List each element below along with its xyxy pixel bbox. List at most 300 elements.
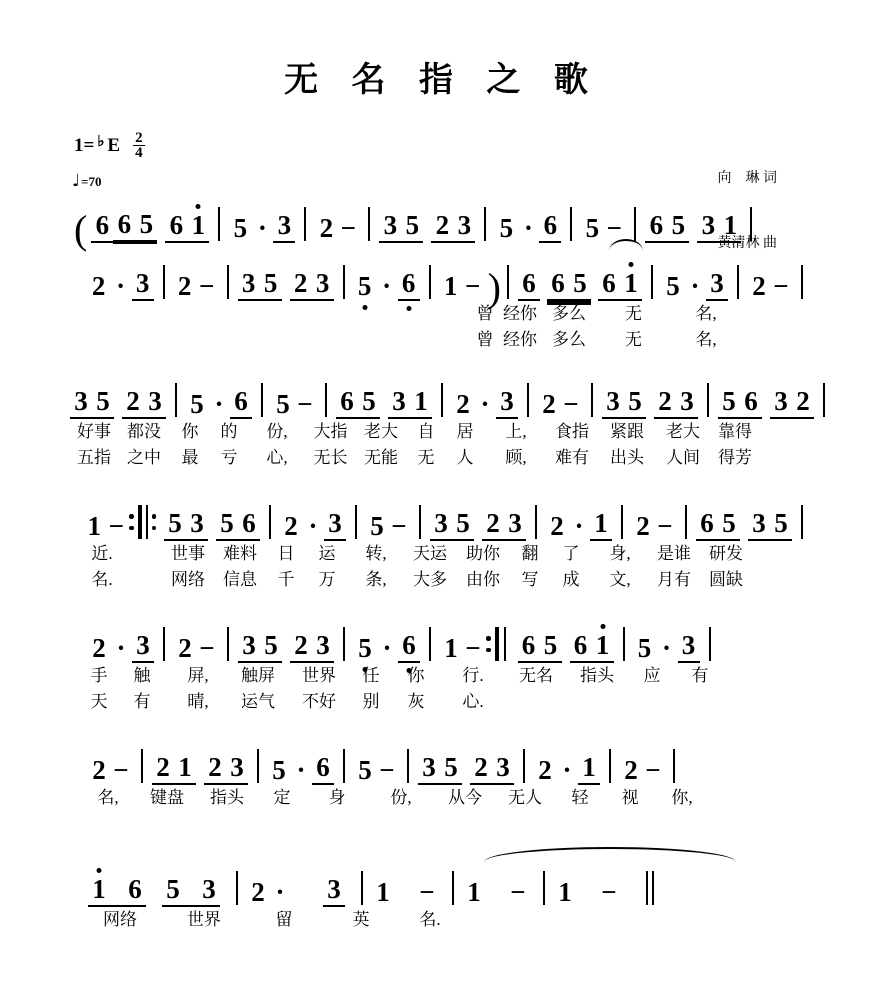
augmentation-dot: · [296, 755, 306, 785]
barline [218, 207, 220, 241]
note: 5 [722, 386, 736, 416]
measure-5-6 [518, 630, 614, 663]
system-2 [70, 249, 812, 353]
duration-dash: − [606, 213, 623, 243]
lyrics-block-4 [70, 541, 812, 593]
duration-dash: − [340, 213, 357, 243]
measure-2-8 [748, 271, 792, 301]
measure-1-6 [581, 213, 625, 243]
lyric-syllable: 好事 [77, 422, 111, 441]
note: 3 [678, 630, 700, 663]
repeat-dots-left [129, 505, 134, 539]
measure-4-4 [366, 511, 410, 541]
beam-group [482, 508, 526, 541]
measure-7-4 [463, 877, 529, 907]
beam-group [430, 508, 474, 541]
lyric-syllable: 有 [691, 666, 709, 685]
note: 2 [486, 508, 500, 538]
note: 1 [88, 874, 110, 904]
lyric-syllable: 世事 [171, 544, 205, 563]
lyric-syllable: 月有 [657, 570, 691, 589]
lyricist-credit: 向 琳 词 [717, 171, 777, 187]
lyric-syllable: 触 [133, 666, 151, 685]
duration-dash: − [563, 389, 579, 419]
lyric-syllable: 灰 [407, 692, 425, 711]
augmentation-dot: · [480, 389, 490, 419]
note: 3 [496, 752, 510, 782]
lyric-syllable: 多么 [552, 330, 586, 349]
lyric-syllable: 上, [505, 422, 527, 441]
note: 5 [276, 389, 290, 419]
duration-dash: − [601, 877, 617, 907]
lyric-verse-2 [70, 689, 812, 715]
lyric-syllable: 运 [318, 544, 336, 563]
lyric-syllable: 信息 [223, 570, 257, 589]
note: 5 [666, 271, 680, 301]
barline [535, 505, 537, 539]
lyric-syllable: 助你 [466, 544, 500, 563]
beam-group [470, 752, 514, 785]
augmentation-dot: · [562, 755, 572, 785]
lyric-syllable: 顾, [505, 448, 527, 467]
lyric-syllable: 天 [90, 692, 108, 711]
lyric-syllable: 无能 [364, 448, 398, 467]
note: 3 [316, 630, 330, 660]
note: 6 [128, 874, 142, 904]
note: 5 [499, 213, 514, 243]
octave-up-dot [196, 204, 201, 209]
measure-2-2 [174, 271, 218, 301]
note: 5 [190, 389, 204, 419]
lyric-syllable: 靠得 [718, 422, 752, 441]
lyric-syllable: 了 [562, 544, 580, 563]
lyrics-block-7 [70, 907, 812, 959]
lyric-syllable: 心, [266, 448, 288, 467]
barline [441, 383, 443, 417]
lyric-syllable: 网络 [171, 570, 205, 589]
lyric-syllable: 五指 [77, 448, 111, 467]
beam-group [70, 386, 114, 419]
measure-2-6 [518, 268, 642, 301]
note: 6 [518, 268, 540, 301]
note: 5 [358, 755, 372, 785]
lyric-syllable: 出头 [610, 448, 644, 467]
note: 1 [578, 752, 600, 785]
note: 2 [284, 511, 298, 541]
lyric-syllable: 视 [621, 788, 639, 807]
measure-6-5 [418, 752, 514, 785]
note: 3 [132, 268, 154, 301]
lyric-syllable: 留 [275, 910, 293, 929]
lyric-syllable: 无名 [519, 666, 553, 685]
barline [419, 505, 421, 539]
measure-6-6 [534, 752, 600, 785]
lyric-syllable: 圆缺 [709, 570, 743, 589]
lyric-syllable: 手 [90, 666, 108, 685]
note: 6 [602, 268, 616, 298]
measure-3-5 [452, 386, 518, 419]
augmentation-dot: · [116, 633, 126, 663]
system-3 [70, 367, 812, 471]
lyric-syllable: 网络 [103, 910, 137, 929]
lyric-syllable: 大指 [313, 422, 348, 441]
measure-3-1 [70, 386, 166, 419]
note: 5 [139, 209, 154, 239]
barline [523, 749, 525, 783]
beam-group [152, 752, 196, 785]
note: 3 [323, 874, 345, 907]
barline [621, 505, 623, 539]
note: 3 [508, 508, 522, 538]
lyric-syllable: 难料 [223, 544, 257, 563]
measure-6-2 [152, 752, 248, 785]
note: 6 [573, 630, 588, 660]
barline [429, 627, 431, 661]
augmentation-dot: · [257, 213, 267, 243]
note: 1 [592, 630, 614, 660]
beam-group [598, 268, 642, 301]
barline [269, 505, 271, 539]
note: 6 [95, 210, 110, 240]
barline [634, 207, 636, 241]
barline [801, 505, 803, 539]
augmentation-dot: · [275, 877, 285, 907]
beam-group [431, 210, 475, 243]
lyric-syllable: 大多 [413, 570, 447, 589]
beam-group [216, 508, 260, 541]
note: 3 [74, 386, 88, 416]
lyric-verse-1 [70, 419, 812, 445]
note: 5 [444, 752, 458, 782]
measure-2-1 [88, 268, 154, 301]
note: 3 [190, 508, 204, 538]
duration-dash: − [773, 271, 789, 301]
beam-group [88, 874, 146, 907]
barline [651, 265, 653, 299]
barline [163, 627, 165, 661]
barline [707, 383, 709, 417]
lyric-syllable: 名, [695, 330, 717, 349]
note: 2 [550, 511, 564, 541]
lyric-syllable: 你, [671, 788, 693, 807]
note: 1 [723, 210, 738, 240]
measure-7-1 [88, 874, 220, 907]
lyric-syllable: 最 [181, 448, 199, 467]
music-systems [0, 191, 872, 959]
system-6 [70, 733, 812, 837]
measure-7-2 [247, 874, 345, 907]
duration-dash: − [297, 389, 313, 419]
lyric-syllable: 别 [362, 692, 380, 711]
note: 2 [796, 386, 810, 416]
note: 2 [658, 386, 672, 416]
composer-credit: 黄清林 曲 [717, 236, 777, 252]
note: 6 [539, 210, 561, 243]
note: 6 [117, 209, 132, 239]
note: 5 [405, 210, 420, 240]
measure-6-3 [268, 752, 334, 785]
note: 3 [132, 630, 154, 663]
system-4 [70, 489, 812, 593]
score-metadata [0, 125, 872, 252]
beam-group [164, 508, 208, 541]
measure-7-3 [372, 877, 438, 907]
note: 6 [398, 268, 420, 301]
barline [261, 383, 263, 417]
lyric-syllable: 身 [328, 788, 346, 807]
lyric-syllable: 名. [419, 910, 441, 929]
lyric-syllable: 写 [521, 570, 539, 589]
beam-group [718, 386, 762, 419]
barline [609, 749, 611, 783]
lyric-syllable: 应 [643, 666, 661, 685]
beam-group [238, 268, 282, 301]
lyric-verse-2-empty [70, 811, 812, 837]
lyric-syllable: 英 [352, 910, 370, 929]
note: 3 [383, 210, 398, 240]
beam-group [113, 209, 157, 240]
measure-3-6 [538, 389, 582, 419]
barline [304, 207, 306, 241]
note: 3 [241, 268, 256, 298]
lyric-syllable: 日 [277, 544, 295, 563]
note: 3 [457, 210, 472, 240]
beam-group [645, 210, 689, 243]
augmentation-dot: · [523, 213, 533, 243]
note: 3 [392, 386, 406, 416]
lyrics-block-6 [70, 785, 812, 837]
augmentation-dot: · [116, 271, 126, 301]
duration-dash: − [510, 877, 526, 907]
measure-5-3 [238, 630, 334, 663]
measure-4-7 [632, 511, 676, 541]
note: 5 [722, 508, 736, 538]
note: 5 [573, 268, 587, 298]
beam-group [570, 630, 614, 663]
barline [591, 383, 593, 417]
lyric-syllable: 名, [695, 304, 717, 323]
measure-2-3 [238, 268, 334, 301]
barline [507, 265, 509, 299]
barline [823, 383, 825, 417]
lyric-syllable: 曾 [476, 330, 494, 349]
lyric-syllable: 键盘 [150, 788, 184, 807]
lyrics-block-3 [70, 419, 812, 471]
lyric-syllable: 世界 [302, 666, 336, 685]
lyric-syllable: 老大 [364, 422, 398, 441]
lyric-syllable: 从今 [448, 788, 482, 807]
duration-dash: − [465, 633, 481, 663]
system-5 [70, 611, 812, 715]
barline [452, 871, 454, 905]
note: 2 [319, 213, 334, 243]
beam-group [654, 386, 698, 419]
lyric-syllable: 是谁 [657, 544, 691, 563]
lyric-syllable: 运气 [241, 692, 275, 711]
measure-4-3 [280, 508, 346, 541]
lyric-syllable: 转, [365, 544, 387, 563]
beam-group [204, 752, 248, 785]
measure-6-4 [354, 755, 398, 785]
measure-5-1 [88, 630, 154, 663]
beam-group [602, 386, 646, 419]
measure-5-4 [354, 630, 420, 663]
octave-up-dot [97, 868, 102, 873]
note: 6 [700, 508, 714, 538]
beam-group [162, 874, 220, 907]
note: 3 [315, 268, 330, 298]
note: 3 [422, 752, 436, 782]
lyric-syllable: 成 [562, 570, 580, 589]
augmentation-dot: · [382, 271, 392, 301]
time-denominator: 4 [135, 145, 143, 162]
note: 5 [272, 755, 286, 785]
barline [685, 505, 687, 539]
note: 1 [376, 877, 390, 907]
note: 5 [233, 213, 248, 243]
note: 3 [202, 874, 216, 904]
lyric-syllable: 屏, [187, 666, 209, 685]
measure-1-5 [495, 210, 561, 243]
measure-4-5 [430, 508, 526, 541]
measure-1-4 [379, 210, 475, 243]
note: 3 [434, 508, 448, 538]
measure-1-1 [91, 209, 209, 243]
lyric-syllable: 你 [181, 422, 199, 441]
note: 3 [774, 386, 788, 416]
note: 3 [242, 630, 256, 660]
lyric-syllable: 多么 [552, 304, 586, 323]
lyric-syllable: 千 [277, 570, 295, 589]
note: 5 [456, 508, 470, 538]
note: 3 [324, 508, 346, 541]
duration-dash: − [657, 511, 673, 541]
lyric-syllable: 研发 [709, 544, 743, 563]
lyric-syllable: 人间 [666, 448, 700, 467]
lyric-syllable: 亏 [220, 448, 238, 467]
system-7 [70, 855, 812, 959]
duration-dash: − [379, 755, 395, 785]
note: 2 [294, 630, 308, 660]
note: 1 [87, 511, 102, 541]
lyric-syllable: 都没 [127, 422, 161, 441]
note: 2 [538, 755, 552, 785]
note: 5 [362, 386, 376, 416]
lyric-syllable: 条, [365, 570, 387, 589]
note: 2 [251, 877, 265, 907]
lyric-verse-2-empty [70, 933, 812, 959]
barline [175, 383, 177, 417]
lyric-syllable: 指头 [580, 666, 614, 685]
duration-dash: − [391, 511, 407, 541]
note: 6 [649, 210, 664, 240]
lyric-syllable: 由你 [466, 570, 500, 589]
beam-group [336, 386, 380, 419]
augmentation-dot: · [690, 271, 700, 301]
measure-1-7 [645, 210, 741, 243]
repeat-barline [138, 505, 148, 539]
barline [484, 207, 486, 241]
note: 5 [370, 511, 384, 541]
lyric-syllable: 晴, [187, 692, 209, 711]
beam-group [696, 508, 740, 541]
note: 2 [156, 752, 170, 782]
lyric-verse-1 [70, 785, 812, 811]
lyric-verse-1 [70, 301, 812, 327]
lyric-syllable: 老大 [666, 422, 700, 441]
intro-open-paren: ( [74, 207, 88, 252]
key-note: E [107, 134, 121, 156]
measure-4-8 [696, 508, 792, 541]
lyric-syllable: 翻 [521, 544, 539, 563]
barline [570, 207, 572, 241]
note: 6 [230, 386, 252, 419]
measure-3-4 [336, 386, 432, 419]
lyric-syllable: 文, [609, 570, 631, 589]
note: 5 [264, 630, 278, 660]
note: 2 [92, 633, 106, 663]
lyrics-block-5 [70, 663, 812, 715]
measure-2-4 [354, 268, 420, 301]
octave-up-dot [600, 624, 605, 629]
note: 3 [496, 386, 518, 419]
beam-group [379, 210, 423, 243]
barline [236, 871, 238, 905]
lyric-syllable: 你 [407, 666, 425, 685]
note: 3 [680, 386, 694, 416]
barline [163, 265, 165, 299]
measure-2-7 [662, 268, 728, 301]
measure-3-3 [272, 389, 316, 419]
duration-dash: − [464, 271, 481, 301]
note: 1 [178, 752, 192, 782]
duration-dash: − [113, 755, 129, 785]
lyric-syllable: 有 [133, 692, 151, 711]
lyric-verse-1 [70, 541, 812, 567]
measure-5-5 [440, 633, 484, 663]
time-numerator: 2 [135, 130, 143, 146]
beam-group [748, 508, 792, 541]
barline [527, 383, 529, 417]
barline [325, 383, 327, 417]
lyric-syllable: 无人 [508, 788, 542, 807]
note: 3 [706, 268, 728, 301]
note: 5 [354, 633, 376, 663]
note: 6 [521, 630, 536, 660]
beam-group [518, 630, 562, 663]
note: 2 [126, 386, 140, 416]
beam-group [290, 630, 334, 663]
barline [801, 265, 803, 299]
barline [673, 749, 675, 783]
beam-group [388, 386, 432, 419]
beam-group [547, 268, 591, 301]
duration-dash: − [645, 755, 661, 785]
final-barline [646, 871, 654, 905]
note: 6 [340, 386, 354, 416]
note: 5 [168, 508, 182, 538]
note: 2 [752, 271, 766, 301]
barline [257, 749, 259, 783]
note: 1 [443, 271, 458, 301]
barline [750, 207, 752, 241]
barline [343, 627, 345, 661]
duration-dash: − [198, 271, 215, 301]
note: 1 [620, 268, 642, 298]
lyric-syllable: 定 [273, 788, 291, 807]
measure-6-7 [620, 755, 664, 785]
beam-group [770, 386, 814, 419]
